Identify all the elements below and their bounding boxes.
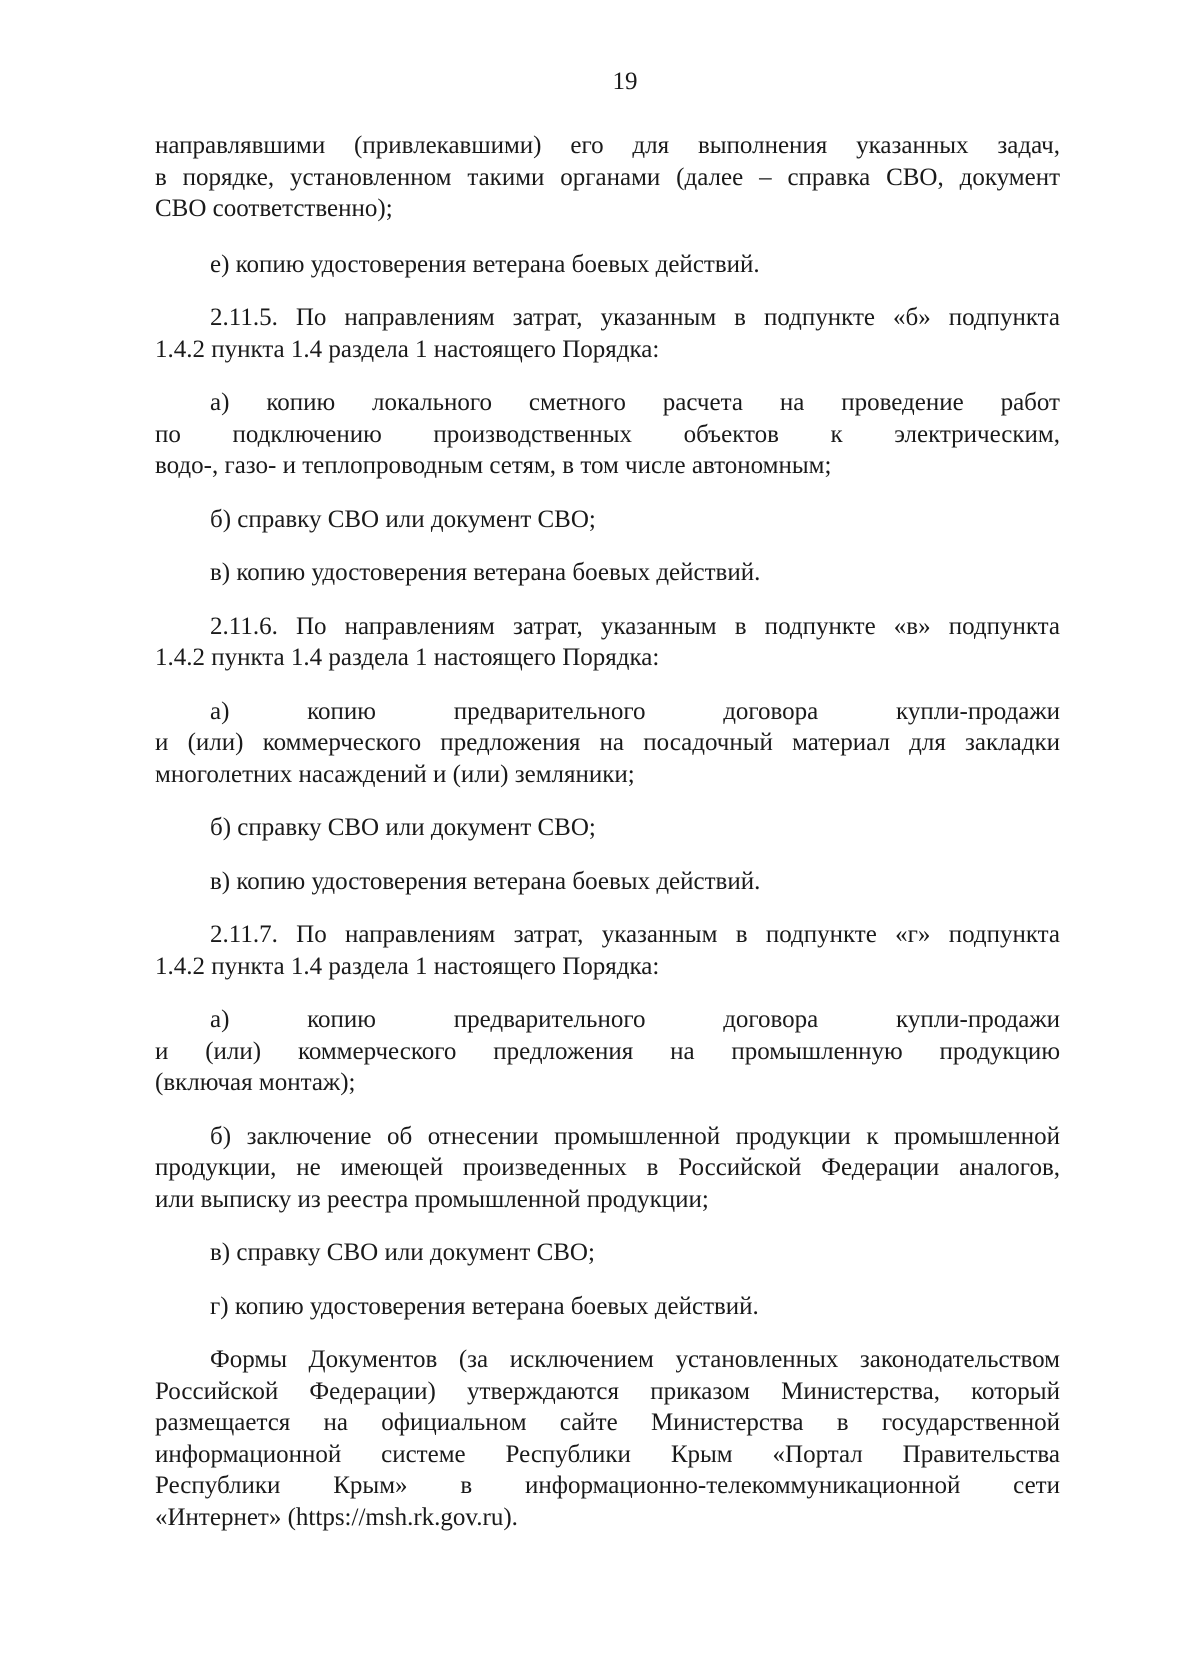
- text-line: или выписку из реестра промышленной продукции;: [155, 1185, 709, 1213]
- text-line: продукции, не имеющей произведенных в Российской Федерации аналогов,: [155, 1154, 1060, 1181]
- paragraph-item-a: [155, 1004, 1060, 1099]
- text-line: СВО соответственно);: [155, 195, 393, 222]
- text-line: размещается на официальном сайте Министерства в государственной: [155, 1409, 1060, 1436]
- paragraph-item-v: в) копию удостоверения ветерана боевых действий.: [210, 559, 761, 586]
- text-line: в порядке, установленном такими органами (далее – справка СВО, документ: [155, 163, 1060, 191]
- paragraph-item-v: в) копию удостоверения ветерана боевых действий.: [210, 867, 761, 895]
- text-line: б) заключение об отнесении промышленной продукции к промышленной: [210, 1122, 1060, 1150]
- paragraph-continuation: [155, 130, 1060, 225]
- paragraph-2-11-5: [155, 302, 1060, 365]
- text-line: Формы Документов (за исключением установленных законодательством: [210, 1346, 1060, 1373]
- text-line: а) копию локального сметного расчета на проведение работ: [210, 389, 1060, 416]
- paragraph-2-11-6: [155, 611, 1060, 674]
- text-line: Российской Федерации) утверждаются приказом Министерства, который: [155, 1377, 1060, 1405]
- text-line: а) копию предварительного договора купли-продажи: [210, 697, 1060, 725]
- paragraph-item-a: [155, 387, 1060, 482]
- page-number: 19: [612, 68, 638, 95]
- text-line: Республики Крым» в информационно-телекоммуникационной сети: [155, 1472, 1060, 1499]
- text-line: информационной системе Республики Крым «Портал Правительства: [155, 1440, 1060, 1468]
- text-line: (включая монтаж);: [155, 1069, 356, 1096]
- paragraph-item-g: г) копию удостоверения ветерана боевых действий.: [210, 1292, 759, 1320]
- text-line: направлявшими (привлекавшими) его для выполнения указанных задач,: [155, 132, 1060, 159]
- text-line: а) копию предварительного договора купли-продажи: [210, 1006, 1060, 1033]
- text-line: 1.4.2 пункта 1.4 раздела 1 настоящего Порядка:: [155, 644, 660, 671]
- text-line: и (или) коммерческого предложения на промышленную продукцию: [155, 1037, 1060, 1065]
- text-line: 2.11.7. По направлениям затрат, указанным в подпункте «г» подпункта: [210, 921, 1060, 948]
- paragraph-document-forms: [155, 1344, 1060, 1533]
- text-line: 2.11.6. По направлениям затрат, указанным в подпункте «в» подпункта: [210, 612, 1060, 640]
- text-line: по подключению производственных объектов к электрическим,: [155, 420, 1060, 448]
- text-line: водо-, газо- и теплопроводным сетям, в том числе автономным;: [155, 452, 832, 479]
- paragraph-item-e: е) копию удостоверения ветерана боевых действий.: [210, 250, 760, 278]
- paragraph-item-a: [155, 696, 1060, 791]
- text-line: «Интернет» (https://msh.rk.gov.ru).: [155, 1503, 518, 1531]
- paragraph-item-b: б) справку СВО или документ СВО;: [210, 505, 596, 533]
- text-line: многолетних насаждений и (или) земляники;: [155, 760, 635, 788]
- text-line: 2.11.5. По направлениям затрат, указанным в подпункте «б» подпункта: [210, 304, 1060, 331]
- paragraph-2-11-7: [155, 919, 1060, 982]
- paragraph-item-b: [155, 1121, 1060, 1216]
- text-line: 1.4.2 пункта 1.4 раздела 1 настоящего Порядка:: [155, 335, 660, 363]
- paragraph-item-v: в) справку СВО или документ СВО;: [210, 1239, 595, 1266]
- document-body: [155, 130, 1060, 1533]
- text-line: и (или) коммерческого предложения на посадочный материал для закладки: [155, 729, 1060, 756]
- text-line: 1.4.2 пункта 1.4 раздела 1 настоящего Порядка:: [155, 952, 660, 980]
- paragraph-item-b: б) справку СВО или документ СВО;: [210, 814, 596, 841]
